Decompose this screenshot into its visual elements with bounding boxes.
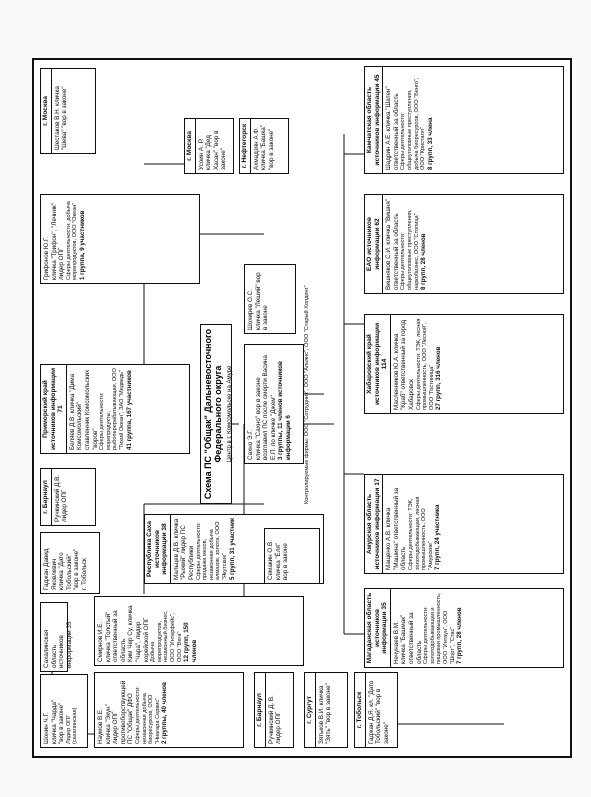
box-barnaul-small: г. Барнаул Ручкинский Д. В. лидер ОПГ	[254, 672, 294, 748]
box-naumov: Наумов В.Е. кличка "Экун" лидер ОПГ противоборствующей ПС "Общак" ДФО Сферы деятельности: незаконная добыча биоресурсов, ООО "Ниагара Сервис" 2 группы, 40 членов	[94, 672, 244, 748]
box-primorye: Приморский край источников информации 71 Беляев Д.В. кличка "Дима Комсомольский" ставленник Комсомольских "воров" Сферы деятельности: морепродукты, рыбоперерабатывающая, ООО "Тихий Океан", ЗАО "Медведь" 41 группа, 167 участников	[40, 364, 190, 454]
box-tobolsk: г. Тобольск Гаджан Д.Я. кл. "Дато Тобольский" "вор в законе"	[354, 672, 398, 748]
box-shokhirev: Шохирев О.С. кличка "Леший" вор в законе	[244, 264, 296, 334]
box-tomsk-people: Шонин Ч.Г. кличка "Чарда" "вор в законе" Лидер ОПГ (сахалинская)	[40, 674, 88, 748]
box-gadzhan: Гаджан Давид Яковлевич кличка "Дато Тобольский" "вор в законе" г. Тобольск	[40, 532, 100, 594]
box-eao: ЕАО источников информации 62 Вишняков С.И. кличка "Вишня" ответственный за область Сферы деятельности: общеуголовные преступления, наркобизнес, ООО "Стопица" 8 групп, 28 членов	[364, 194, 564, 294]
center-firms-text: Контролируемые фирмы: ООО "Сотрудник", ООО "Альянс", ООО "Старый Холдинг"	[304, 285, 310, 504]
box-kamchatka: Камчатская область источников информации 45 Шадрин А.Е. кличка "Шатен" ответственный за область Сферы деятельности: общеуголовные преступления, добыча биоресурсов, ООО "Бенго", ООО "Кристалл" 8 групп, 33 члена	[364, 66, 564, 174]
box-neftegorsk: г. Нефтегорск Ахмадзян А.Ф. кличка "Башка" "вор в законе"	[239, 118, 289, 174]
box-magadan: Магаданская область источников информации 35 Нечунаев В.М. кличка "Башмак" ответственный за область Сферы деятельности: золотодобывающая и пищевая промышленность, ООО "Интаун", ООО "Шорт", "Стас" 7 групп, 28 членов	[364, 588, 564, 668]
box-amur: Амурская область источников информации 17 Мащенко А.В. кличка "Машина" ответственный за область Сферы деятельности: ТЭК, золотодобывающая, лесная промышленность, ООО "Амурские" 7 групп, 24 участника	[364, 474, 564, 574]
box-sakha: Республика Саха источников информации 38 Мальцев Д.В. кличка "Рыжий" лидер ПС Республики Сферы деятельности: продажа мехов, незаконная добыча алмазов, золота, ООО "Якутские" 5 групп, 31 участник	[144, 514, 324, 584]
box-surgut: г. Сургут Зятьков В.И. кличка "Зять" "вор в законе"	[304, 672, 348, 748]
box-khabarovsk: Хабаровский край источников информации 114 Масленников Ю.А. кличка "Краб" ответственный за город Хабаровск Сферы деятельности: ТЭК, лесная промышленность, ООО "Лесной", ООО "Гостиница" 27 групп, 316 членов	[364, 314, 564, 414]
box-sakhalin-header: Сахалинская область источников информации 35	[40, 602, 68, 672]
box-smirnov: Смирнов И.Е. кличка "Толстый" ответственный за область Ким Чер Су, кличка "Чара", лидер корейской ОПГ Добыча морепродуктов, незаконный бизнес, ООО "Интерфейс", ООО "Вега" 12 групп, 150 членов	[94, 596, 304, 666]
rotated-scheme-canvas	[34, 62, 566, 754]
scheme-title: Схема ПС "Общак" Дальневосточного Федерального округа Центр в г. Комсомольске на Амуре	[200, 324, 232, 504]
box-barnaul-ruchkin: г. Барнаул Ручкинский Д.В. лидер ОПГ	[40, 468, 96, 526]
box-grifonov: Грифонов Ю.Г. кличка "Трифон", "Лечник" лидер ОПГ Сферы деятельности: добыча морепродуктов, ООО "Океан" 1 группа, 9 участников	[40, 194, 200, 284]
box-moscow-shestakov: г. Москва Шестаков В.Н. кличка "Шева" "вор в законе"	[40, 68, 96, 154]
box-semakin: Семакин О.В. кличка "Ёля" вор в законе	[264, 528, 320, 584]
box-center-sakhno: Сахно Э.Г. кличка "Сахно" вор в законе возглавил ПС после смерти Васина Е.П. по кличке "Джем" 3 группы, 11 членов источников информации 6	[244, 344, 304, 464]
scheme-frame	[32, 58, 572, 758]
box-moscow-usoin: г. Москва Усоин А. Р. кличка "Дед Хасан" "вор в законе"	[184, 118, 234, 174]
